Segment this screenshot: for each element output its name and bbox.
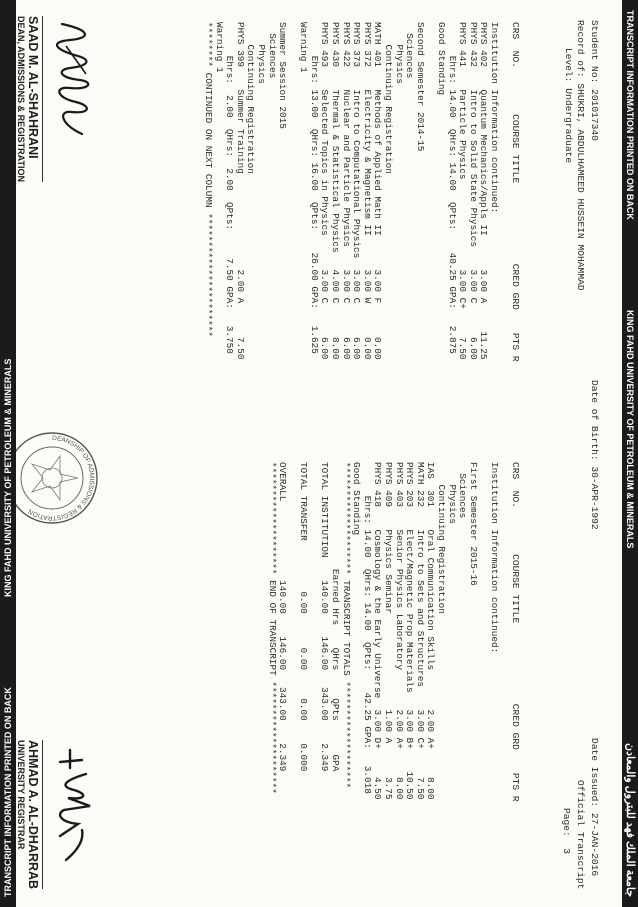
transcript-line: ******** CONTINUED ON NEXT COLUMN ********************** [202, 22, 214, 338]
transcript-line: Institution Information continued: [489, 22, 500, 214]
transcript-line: Ehrs: 2.00 QHrs: 2.00 QPts: 7.50 GPA: 3.750 [224, 22, 236, 354]
transcript-line: PHYS 430 Thermal & Statistical Physics 4.00 C 8.00 [330, 22, 342, 360]
transcript-line: MATH 232 Intro to Sets and Structures 3.00 C+ 7.50 [414, 462, 426, 800]
transcript-line [308, 462, 319, 902]
transcript-line: IAS 301 Oral Communication Skills 2.00 A+ 8.00 [425, 462, 437, 800]
band-notice: TRANSCRIPT INFORMATION PRINTED ON BACK [625, 10, 635, 220]
transcript-line: Warning 1 [298, 22, 310, 73]
registrar-signature-line [42, 740, 43, 889]
transcript-line: Good Standing [351, 462, 363, 536]
transcript-line [287, 22, 298, 462]
transcript-line: TOTAL INSTITUTION 140.00 146.00 343.00 2.349 [319, 462, 331, 772]
left-column-headers: CRS NO. COURSE TITLE CRED GRD PTS R [510, 22, 521, 362]
dean-name: SAAD M. AL-SHAHRANI [26, 16, 40, 159]
transcript-line: Continuing Registration [383, 22, 395, 174]
dean-handwritten-signature [50, 16, 100, 146]
dean-signature-block [16, 16, 100, 182]
transcript-line: PHYS 373 Intro to Computational Physics 3.00 C 6.00 [351, 22, 363, 360]
right-column-headers: CRS NO. COURSE TITLE CRED GRD PTS R [510, 462, 521, 802]
transcript-line: TOTAL TRANSFER 0.00 0.00 0.00 0.000 [298, 462, 310, 772]
bottom-security-band [0, 0, 16, 907]
transcript-line: PHYS 203 Elect/Magnetic Prop Materials 3.00 B+ 10.50 [404, 462, 416, 800]
transcript-line: Physics [393, 22, 405, 84]
transcript-line: Summer Session 2015 [277, 22, 289, 129]
transcript-line: Continuing Registration [245, 22, 257, 174]
transcript-line: PHYS 409 Physics Seminar 1.00 A 3.75 [383, 462, 395, 800]
transcript-line: Warning 1 [213, 22, 225, 73]
record-of: Record of: SHUKRI, ABDULHAMEED HUSSEIN MOHAMMAD [575, 20, 586, 291]
transcript-line: Physics [255, 22, 267, 84]
transcript-line: Sciences [404, 22, 416, 79]
registrar-title: UNIVERSITY REGISTRAR [16, 740, 26, 850]
transcript-line: Sciences [266, 22, 278, 79]
dean-signature-line [42, 16, 43, 182]
transcript-line: OVERALL 140.00 146.00 343.00 2.349 [277, 462, 289, 772]
date-issued: Date Issued: 27-JAN-2016 [589, 738, 600, 877]
transcript-line [425, 22, 436, 462]
transcript-line: MATH 401 Methods of Applied Math II 3.00 F 0.00 [372, 22, 384, 360]
transcript-line: Ehrs: 13.00 QHrs: 16.00 QPts: 26.00 GPA: 1.625 [308, 22, 320, 354]
seal-ring-text: DEANSHIP OF ADMISSIONS & REGISTRATION [27, 434, 96, 522]
transcript-line: Earned Hrs QHrs QPts GPA [330, 462, 342, 772]
transcript-line: Good Standing [436, 22, 448, 96]
band-university-arabic: جامعة الملك فهد للبترول والمعادن [624, 743, 636, 897]
right-course-column [266, 462, 499, 902]
date-of-birth: Date of Birth: 30-APR-1992 [589, 380, 600, 530]
university-seal [4, 430, 100, 526]
top-security-band [622, 0, 638, 907]
transcript-line: PHYS 493 Selected Topics in Physics 3.00 C 6.00 [319, 22, 331, 360]
transcript-line: PHYS 402 Quantum Mechanics/Appls II 3.00 A 11.25 [478, 22, 490, 360]
bottom-band-notice: TRANSCRIPT INFORMATION PRINTED ON BACK [3, 687, 13, 897]
transcript-line: ******************** END OF TRANSCRIPT ******************** [266, 462, 278, 794]
dean-title: DEAN, ADMISSIONS & REGISTRATION [16, 16, 26, 183]
transcript-line: ******************** TRANSCRIPT TOTALS ******************* [340, 462, 352, 789]
left-course-column [202, 22, 499, 462]
band-university-name: KING FAHD UNIVERSITY OF PETROLEUM & MINERALS [625, 310, 635, 549]
transcript-line: PHYS 422 Nuclear and Particle Physics 3.00 C 6.00 [340, 22, 352, 360]
transcript-line: Sciences [457, 462, 469, 519]
registrar-signature-block [16, 740, 100, 889]
transcript-line: PHYS 432 Intro to Solid State Physics 3.00 C 6.00 [467, 22, 479, 360]
transcript-line: Institution Information continued: [489, 462, 500, 654]
transcript-line [478, 462, 489, 902]
bottom-band-university-name: KING FAHD UNIVERSITY OF PETROLEUM & MINERALS [3, 358, 13, 597]
transcript-line: PHYS 441 Particle Physics 3.00 C+ 7.50 [457, 22, 469, 360]
student-level: Level: Undergraduate [563, 48, 574, 164]
transcript-line: Ehrs: 14.00 QHrs: 14.00 QPts: 40.25 GPA: 2.875 [446, 22, 458, 354]
transcript-line [287, 462, 298, 902]
registrar-handwritten-signature [50, 740, 100, 870]
page-number: Page: 3 [561, 808, 572, 855]
transcript-line: Second Semester 2014-15 [414, 22, 426, 152]
transcript-line: PHYS 403 Senior Physics Laboratory 2.00 A+ 8.00 [393, 462, 405, 800]
student-number: Student No: 201017340 [589, 20, 600, 141]
transcript-line: Continuing Registration [436, 462, 448, 614]
transcript-line: PHYS 418 Cosmology & the Early Universe 3.00 D+ 4.50 [372, 462, 384, 800]
official-transcript-label: Official Transcript [575, 780, 586, 890]
transcript-line: PHYS 399 Summer Training 2.00 A 7.50 [234, 22, 246, 360]
transcript-line: First Semester 2015-16 [467, 462, 479, 586]
transcript-line: Ehrs: 14.00 QHrs: 14.00 QPts: 42.25 GPA: 3.018 [361, 462, 373, 794]
transcript-line: Physics [446, 462, 458, 524]
registrar-name: AHMAD A. AL-DHARRAB [26, 740, 40, 890]
transcript-line: PHYS 372 Electricity & Magnetism II 3.00 W 0.00 [361, 22, 373, 360]
